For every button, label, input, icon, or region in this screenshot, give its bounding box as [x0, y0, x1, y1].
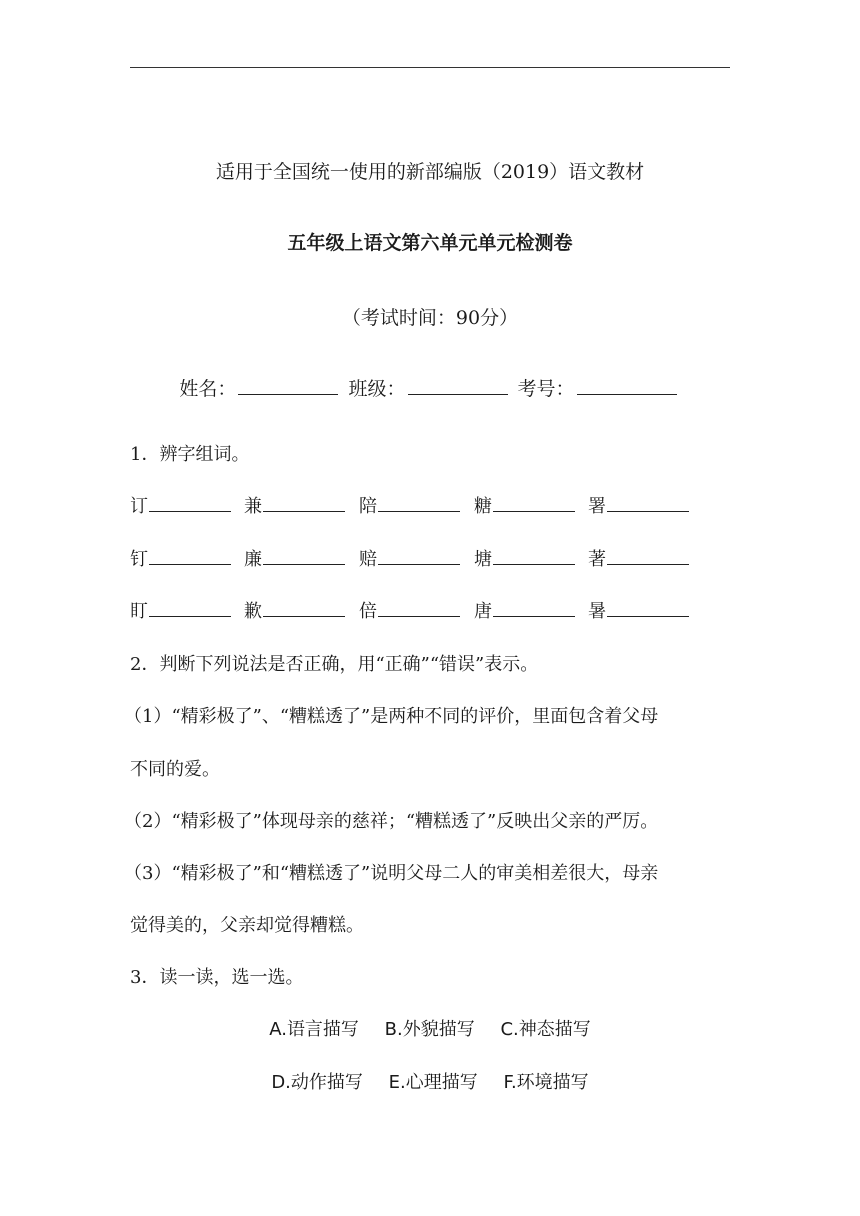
word-cell: 唐	[474, 597, 575, 623]
word-cell: 著	[588, 545, 689, 571]
option-b: B.外貌描写	[384, 1019, 475, 1040]
name-label: 姓名：	[179, 378, 237, 400]
exam-title: 五年级上语文第六单元单元检测卷	[287, 232, 573, 254]
word-cell: 糖	[474, 492, 575, 518]
number-label: 考号：	[517, 378, 575, 400]
header-rule	[130, 67, 730, 68]
textbook-subtitle: 适用于全国统一使用的新部编版（2019）语文教材	[215, 161, 645, 183]
answer-blank[interactable]	[493, 598, 575, 617]
class-label: 班级：	[348, 378, 406, 400]
answer-blank[interactable]	[263, 546, 345, 565]
word-cell: 歉	[244, 597, 345, 623]
question-2-item-1-line-2: 不同的爱。	[130, 759, 220, 780]
option-e: E.心理描写	[388, 1072, 478, 1093]
options-row-2	[0, 1068, 860, 1094]
option-a: A.语言描写	[269, 1019, 359, 1040]
word-cell: 订	[130, 492, 231, 518]
question-2-item-3-line-1: （3）“精彩极了”和“糟糕透了”说明父母二人的审美相差很大，母亲	[124, 863, 659, 884]
answer-blank[interactable]	[607, 493, 689, 512]
word-cell: 倍	[359, 597, 460, 623]
option-d: D.动作描写	[271, 1072, 363, 1093]
word-cell: 廉	[244, 545, 345, 571]
question-2-item-3-line-2: 觉得美的，父亲却觉得糟糕。	[130, 915, 364, 936]
answer-blank[interactable]	[149, 546, 231, 565]
answer-blank[interactable]	[378, 493, 460, 512]
number-blank[interactable]	[577, 374, 677, 395]
answer-blank[interactable]	[378, 598, 460, 617]
word-cell: 盯	[130, 597, 231, 623]
word-cell: 署	[588, 492, 689, 518]
options-row-1	[0, 1015, 860, 1041]
question-3-heading: 3．读一读，选一选。	[130, 967, 304, 988]
answer-blank[interactable]	[493, 546, 575, 565]
word-cell: 赔	[359, 545, 460, 571]
answer-blank[interactable]	[493, 493, 575, 512]
word-cell: 钉	[130, 545, 231, 571]
word-cell: 塘	[474, 545, 575, 571]
answer-blank[interactable]	[607, 598, 689, 617]
answer-blank[interactable]	[149, 493, 231, 512]
question-2-heading: 2．判断下列说法是否正确，用“正确”“错误”表示。	[130, 654, 539, 675]
answer-blank[interactable]	[378, 546, 460, 565]
answer-blank[interactable]	[263, 493, 345, 512]
word-cell: 陪	[359, 492, 460, 518]
question-2-item-1-line-1: （1）“精彩极了”、“糟糕透了”是两种不同的评价，里面包含着父母	[124, 706, 659, 727]
class-blank[interactable]	[408, 374, 508, 395]
question-2-item-2: （2）“精彩极了”体现母亲的慈祥；“糟糕透了”反映出父亲的严厉。	[124, 811, 659, 832]
word-cell: 暑	[588, 597, 689, 623]
word-cell: 兼	[244, 492, 345, 518]
answer-blank[interactable]	[263, 598, 345, 617]
name-blank[interactable]	[238, 374, 338, 395]
exam-time: （考试时间：90分）	[341, 307, 519, 329]
option-c: C.神态描写	[500, 1019, 591, 1040]
answer-blank[interactable]	[149, 598, 231, 617]
answer-blank[interactable]	[607, 546, 689, 565]
question-1-heading: 1．辨字组词。	[130, 444, 250, 465]
option-f: F.环境描写	[503, 1072, 589, 1093]
student-info-row	[0, 374, 860, 401]
